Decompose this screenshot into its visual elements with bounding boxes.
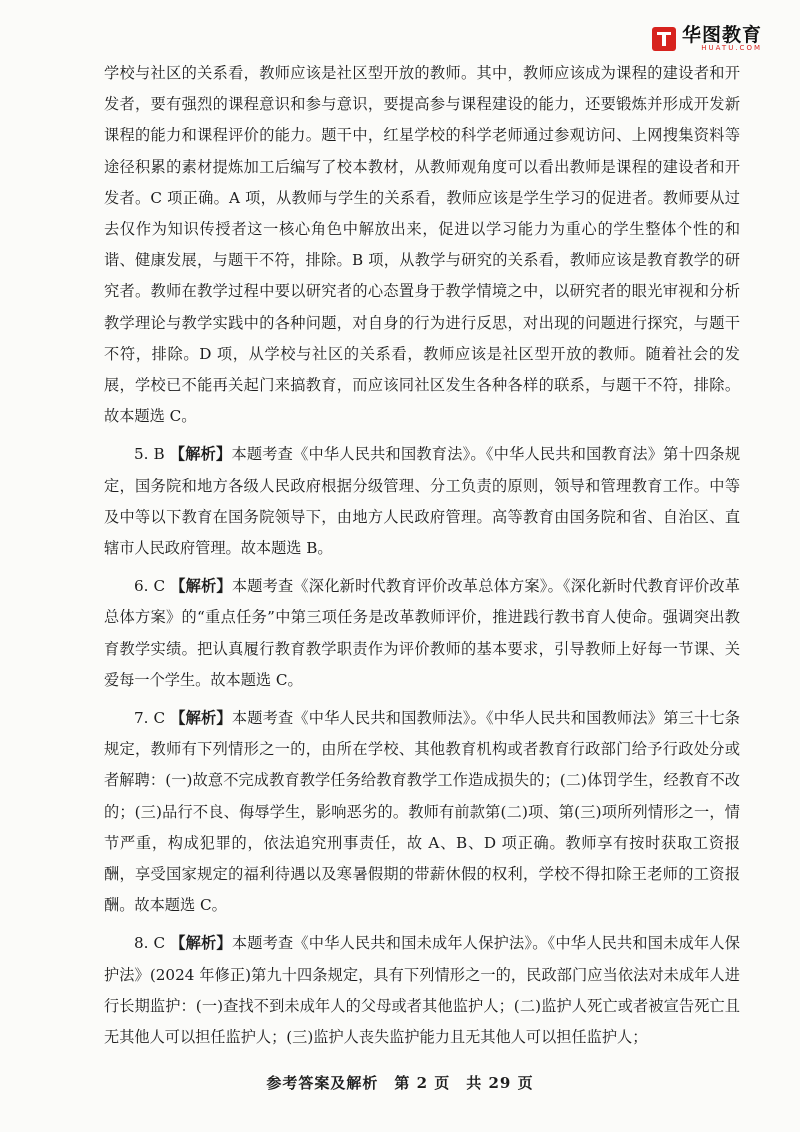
answer-label: 8. C [134,934,166,953]
answer-text: 本题考查《深化新时代教育评价改革总体方案》。《深化新时代教育评价改革总体方案》的“重点任务”中第三项任务是改革教师评价，推进践行教书育人使命。强调突出教育教学实绩。把认真履行教育教学职责作为评价教师的基本要求，引导教师上好每一节课、关爱每一个学生。故本题选 C。 [104,577,740,689]
answer-text: 本题考查《中华人民共和国教育法》。《中华人民共和国教育法》第十四条规定，国务院和地方各级人民政府根据分级管理、分工负责的原则，领导和管理教育工作。中等及中等以下教育在国务院领导下，由地方人民政府管理。高等教育由国务院和省、自治区、直辖市人民政府管理。故本题选 B。 [104,445,741,558]
answer-label: 6. C [134,577,166,596]
logo-text [682,26,762,52]
answer-content [104,58,740,1053]
answer-text: 本题考查《中华人民共和国教师法》。《中华人民共和国教师法》第三十七条规定，教师有下列情形之一的，由所在学校、其他教育机构或者教育行政部门给予行政处分或者解聘：(一)故意不完成教育教学任务给教育教学工作造成损失的；(二)体罚学生，经教育不改的；(三)品行不良、侮辱学生，影响恶劣的。教师有前款第(二)项、第(三)项所列情形之一，情节严重，构成犯罪的，依法追究刑事责任，故 A、B、D 项正确。教师享有按时获取工资报酬，享受国家规定的福利待遇以及寒暑假期的带薪休假的权利，学校不得扣除王老师的工资报酬。故本题选 C。 [104,709,740,915]
logo-domain: HUATU.COM [701,44,762,52]
answer-label: 5. B [134,445,165,464]
analysis-tag: 【解析】 [170,709,232,728]
answer-item-8 [104,928,740,1053]
answer-item-5 [104,439,740,564]
answer-label: 7. C [134,709,166,728]
huatu-logo-icon [652,27,676,51]
answer-item-6 [104,571,740,696]
analysis-tag: 【解析】 [170,577,232,596]
huatu-logo [652,26,762,52]
logo-name: 华图教育 [681,24,762,46]
intro-paragraph: 学校与社区的关系看，教师应该是社区型开放的教师。其中，教师应该成为课程的建设者和开发者，要有强烈的课程意识和参与意识，要提高参与课程建设的能力，还要锻炼并形成开发新课程的能力和课程评价的能力。题干中，红星学校的科学老师通过参观访问、上网搜集资料等途径积累的素材提炼加工后编写了校本教材，从教师观角度可以看出教师是课程的建设者和开发者。C 项正确。A 项，从教师与学生的关系看，教师应该是学生学习的促进者。教师要从过去仅作为知识传授者这一核心角色中解放出来，促进以学习能力为重心的学生整体个性的和谐、健康发展，与题干不符，排除。B 项，从教学与研究的关系看，教师应该是教育教学的研究者。教师在教学过程中要以研究者的心态置身于教学情境之中，以研究者的眼光审视和分析教学理论与教学实践中的各种问题，对自身的行为进行反思，对出现的问题进行探究，与题干不符，排除。D 项，从学校与社区的关系看，教师应该是社区型开放的教师。随着社会的发展，学校已不能再关起门来搞教育，而应该同社区发生各种各样的联系，与题干不符，排除。故本题选 C。 [104,64,740,426]
answer-item-7 [104,703,740,921]
analysis-tag: 【解析】 [170,934,232,953]
answer-text: 本题考查《中华人民共和国未成年人保护法》。《中华人民共和国未成年人保护法》(2024 年修正)第九十四条规定，具有下列情形之一的，民政部门应当依法对未成年人进行长期监护：(一)查找不到未成年人的父母或者其他监护人；(二)监护人死亡或者被宣告死亡且无其他人可以担任监护人；(三)监护人丧失监护能力且无其他人可以担任监护人； [104,934,740,1047]
page-footer: 参考答案及解析 第 2 页 共 29 页 [266,1074,534,1092]
analysis-tag: 【解析】 [169,445,232,464]
